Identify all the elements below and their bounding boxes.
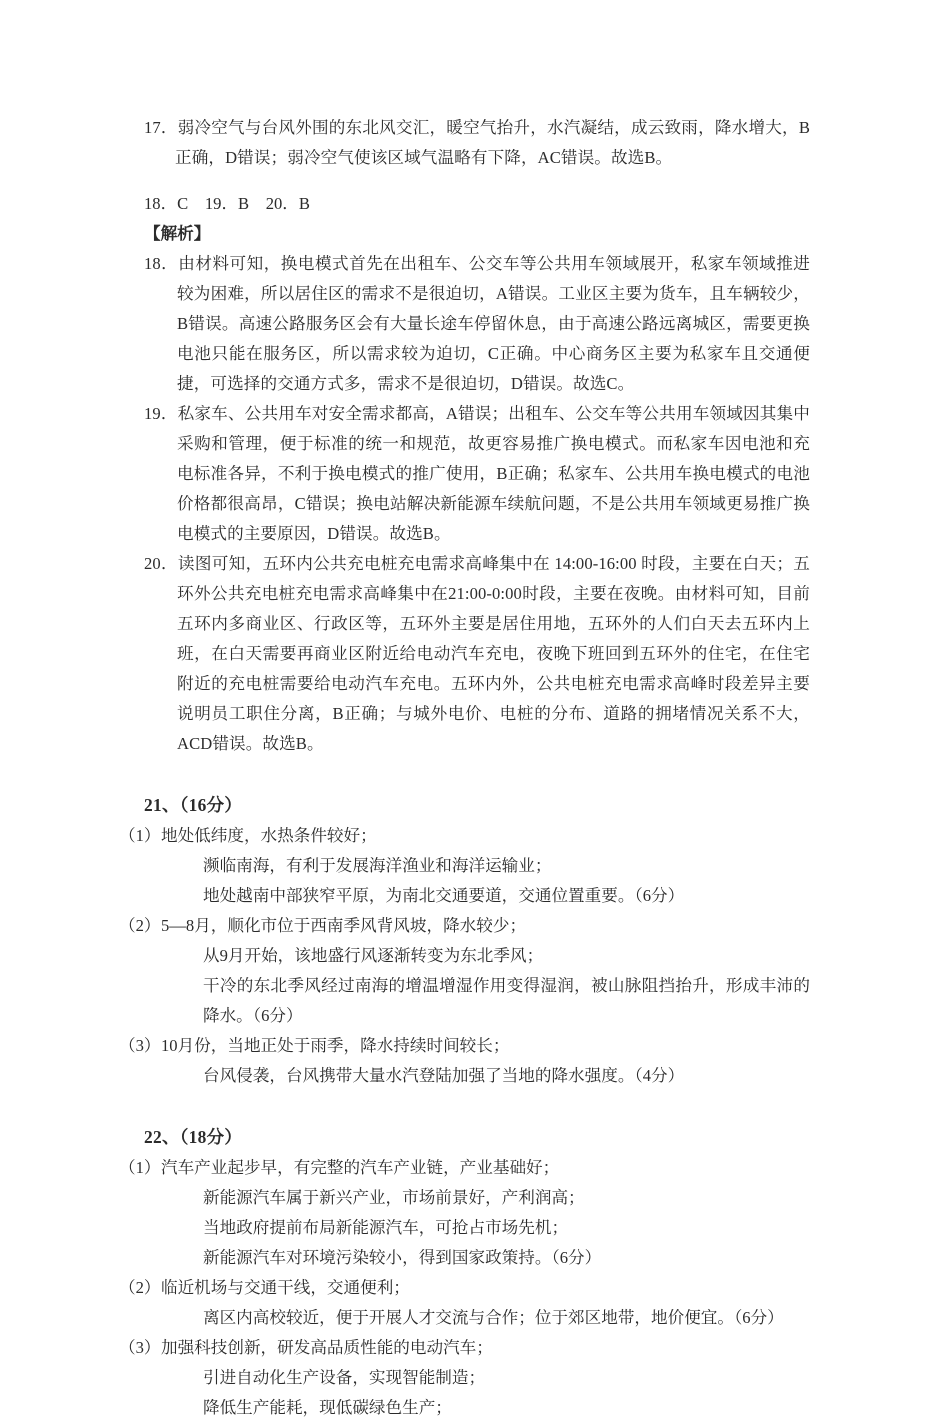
question-21-heading: 21、（16分） xyxy=(144,795,243,815)
q22-item-2-lead: （2） xyxy=(119,1278,161,1297)
q21-item-1-line-1: 地处低纬度，水热条件较好； xyxy=(161,826,377,845)
q22-item-2-line-1: 临近机场与交通干线，交通便利； xyxy=(161,1278,410,1297)
spacer xyxy=(144,173,810,189)
analysis-label: 【解析】 xyxy=(144,224,211,243)
q21-item-3 xyxy=(119,1031,810,1061)
q22-item-2 xyxy=(119,1273,810,1303)
explanation-q18: 18．由材料可知，换电模式首先在出租车、公交车等公共用车领域展开，私家车领域推进较为困难，所以居住区的需求不是很迫切，A错误。工业区主要为货车，且车辆较少，B错误。高速公路服务区会有大量长途车停留休息，由于高速公路远离城区，需要更换电池只能在服务区，所以需求较为迫切，C正确。中心商务区主要为私家车且交通便捷，可选择的交通方式多，需求不是很迫切，D错误。故选C。 xyxy=(144,254,810,393)
q21-item-1 xyxy=(119,821,810,851)
q21-item-2-line-1: 5—8月，顺化市位于西南季风背风坡，降水较少； xyxy=(161,916,527,935)
q22-item-3-line-2: 引进自动化生产设备，实现智能制造； xyxy=(203,1368,486,1387)
q22-item-1-line-1: 汽车产业起步早，有完整的汽车产业链，产业基础好； xyxy=(161,1158,560,1177)
q22-item-1-line-2: 新能源汽车属于新兴产业，市场前景好，产利润高； xyxy=(203,1188,585,1207)
q21-item-1-lead: （1） xyxy=(119,826,161,845)
explanation-q20: 20．读图可知，五环内公共充电桩充电需求高峰集中在 14:00-16:00 时段，主要在白天；五环外公共充电桩充电需求高峰集中在21:00-0:00时段，主要在夜晚。由材料可知，目前五环内多商业区、行政区等，五环外主要是居住用地，五环外的人们白天去五环内上班，在白天需要再商业区附近给电动汽车充电，夜晚下班回到五环外的住宅，在住宅附近的充电桩需要给电动汽车充电。五环内外，公共电桩充电需求高峰时段差异主要说明员工职住分离，B正确；与城外电价、电桩的分布、道路的拥堵情况关系不大，ACD错误。故选B。 xyxy=(144,554,810,753)
q21-item-3-line-1: 10月份，当地正处于雨季，降水持续时间较长； xyxy=(161,1036,510,1055)
q22-item-3-line-3: 降低生产能耗，现低碳绿色生产； xyxy=(203,1398,452,1417)
q21-item-2-line-2: 从9月开始，该地盛行风逐渐转变为东北季风； xyxy=(203,946,544,965)
page-content xyxy=(119,113,810,1423)
q22-item-1 xyxy=(119,1153,810,1183)
q22-item-3-lead: （3） xyxy=(119,1338,161,1357)
q21-item-2-lead: （2） xyxy=(119,916,161,935)
q21-item-2-line-3: 干冷的东北季风经过南海的增温增湿作用变得湿润，被山脉阻挡抬升，形成丰沛的降水。（6分） xyxy=(203,976,810,1025)
question-22-heading: 22、（18分） xyxy=(144,1127,243,1147)
q22-item-1-lead: （1） xyxy=(119,1158,161,1177)
explanation-q17: 17．弱冷空气与台风外围的东北风交汇，暖空气抬升，水汽凝结，成云致雨，降水增大，B正确，D错误；弱冷空气使该区域气温略有下降，AC错误。故选B。 xyxy=(144,118,810,167)
spacer xyxy=(144,759,810,789)
q22-item-1-line-3: 当地政府提前布局新能源汽车，可抢占市场先机； xyxy=(203,1218,569,1237)
q22-item-3-line-1: 加强科技创新，研发高品质性能的电动汽车； xyxy=(161,1338,493,1357)
explanation-q19: 19．私家车、公共用车对安全需求都高，A错误；出租车、公交车等公共用车领域因其集中采购和管理，便于标准的统一和规范，故更容易推广换电模式。而私家车因电池和充电标准各异，不利于换电模式的推广使用，B正确；私家车、公共用车换电模式的电池价格都很高昂，C错误；换电站解决新能源车续航问题，不是公共用车领域更易推广换电模式的主要原因，D错误。故选B。 xyxy=(144,404,810,543)
q22-item-1-line-4: 新能源汽车对环境污染较小，得到国家政策持。（6分） xyxy=(203,1248,602,1267)
q22-item-3 xyxy=(119,1333,810,1363)
spacer xyxy=(144,1091,810,1121)
q22-item-2-line-2: 离区内高校较近，便于开展人才交流与合作；位于郊区地带，地价便宜。（6分） xyxy=(203,1308,784,1327)
answers-summary-line: 18．C 19．B 20．B xyxy=(144,194,310,213)
q21-item-3-line-2: 台风侵袭，台风携带大量水汽登陆加强了当地的降水强度。（4分） xyxy=(203,1066,685,1085)
q21-item-1-line-2: 濒临南海，有利于发展海洋渔业和海洋运输业； xyxy=(203,856,552,875)
q21-item-3-lead: （3） xyxy=(119,1036,161,1055)
q21-item-2 xyxy=(119,911,810,941)
q21-item-1-line-3: 地处越南中部狭窄平原，为南北交通要道，交通位置重要。（6分） xyxy=(203,886,685,905)
